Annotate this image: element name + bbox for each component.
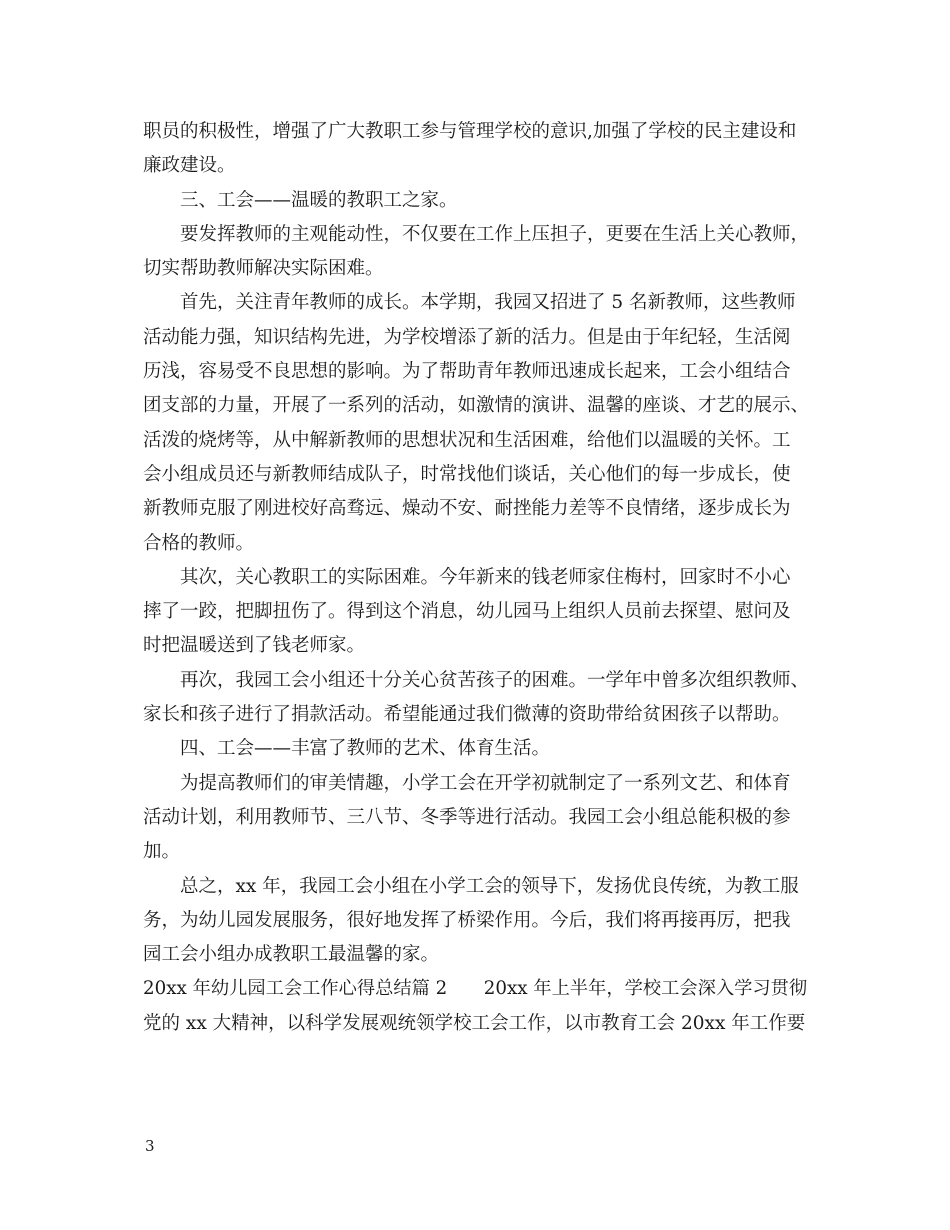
text-line: 要发挥教师的主观能动性，不仅要在工作上压担子，更要在生活上关心教师， bbox=[180, 223, 810, 245]
text-line: 首先，关注青年教师的成长。本学期，我园又招进了 5 名新教师，这些教师 bbox=[180, 292, 796, 314]
text-line: 新教师克服了刚进校好高骛远、燥动不安、耐挫能力差等不良情绪，逐步成长为 bbox=[143, 498, 791, 520]
text-line: 切实帮助教师解决实际困难。 bbox=[143, 258, 384, 280]
page-number: 3 bbox=[145, 1137, 155, 1155]
text-line: 历浅，容易受不良思想的影响。为了帮助青年教师迅速成长起来，工会小组结合 bbox=[143, 361, 791, 383]
text-line: 职员的积极性，增强了广大教职工参与管理学校的意识,加强了学校的民主建设和 bbox=[143, 121, 797, 142]
text-line: 活动能力强，知识结构先进，为学校增添了新的活力。但是由于年纪轻，生活阅 bbox=[143, 326, 791, 348]
text-line: 团支部的力量，开展了一系列的活动，如激情的演讲、温馨的座谈、才艺的展示、 bbox=[143, 395, 810, 417]
text-line: 为提高教师们的审美情趣，小学工会在开学初就制定了一系列文艺、和体育 bbox=[180, 772, 791, 794]
text-line: 加。 bbox=[143, 841, 181, 863]
text-line: 会小组成员还与新教师结成队子，时常找他们谈话，关心他们的每一步成长，使 bbox=[143, 463, 791, 485]
section-heading: 四、工会——丰富了教师的艺术、体育生活。 bbox=[180, 738, 551, 760]
section-heading: 三、工会——温暖的教职工之家。 bbox=[180, 189, 458, 211]
text-line: 务，为幼儿园发展服务，很好地发挥了桥梁作用。今后，我们将再接再厉，把我 bbox=[143, 909, 791, 931]
text-line: 廉政建设。 bbox=[143, 155, 236, 177]
text-line: 园工会小组办成教职工最温馨的家。 bbox=[143, 944, 440, 966]
text-line: 党的 xx 大精神，以科学发展观统领学校工会工作，以市教育工会 20xx 年工作要 bbox=[143, 1012, 806, 1034]
text-line: 其次，关心教职工的实际困难。今年新来的钱老师家住梅村，回家时不小心 bbox=[180, 566, 791, 588]
document-body bbox=[143, 115, 813, 1041]
text-line: 再次，我园工会小组还十分关心贫苦孩子的困难。一学年中曾多次组织教师、 bbox=[180, 669, 810, 691]
text-line: 20xx 年幼儿园工会工作心得总结篇 2 20xx 年上半年，学校工会深入学习贯彻 bbox=[143, 978, 808, 1000]
text-line: 合格的教师。 bbox=[143, 532, 255, 554]
text-line: 时把温暖送到了钱老师家。 bbox=[143, 635, 366, 657]
text-line: 总之，xx 年，我园工会小组在小学工会的领导下，发扬优良传统，为教工服 bbox=[180, 875, 799, 897]
text-line: 摔了一跤，把脚扭伤了。得到这个消息，幼儿园马上组织人员前去探望、慰问及 bbox=[143, 601, 791, 623]
text-line: 活泼的烧烤等，从中解新教师的思想状况和生活困难，给他们以温暖的关怀。工 bbox=[143, 429, 791, 451]
text-line: 活动计划，利用教师节、三八节、冬季等进行活动。我园工会小组总能积极的参 bbox=[143, 806, 791, 828]
text-line: 家长和孩子进行了捐款活动。希望能通过我们微薄的资助带给贫困孩子以帮助。 bbox=[143, 704, 791, 726]
